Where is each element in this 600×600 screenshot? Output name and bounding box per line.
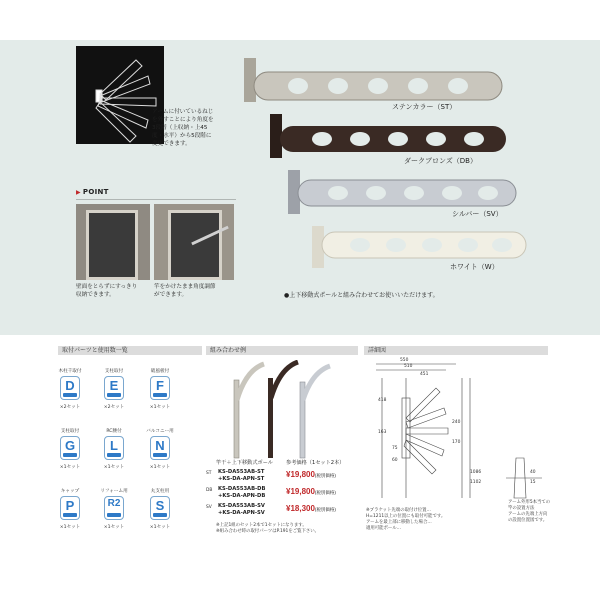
- price-value: ¥18,300: [286, 504, 315, 513]
- combo-color-code: SV: [206, 505, 212, 510]
- combo-pole-model: +KS-DA-APN-SV: [218, 510, 265, 516]
- part-label: 支柱取付: [60, 429, 80, 434]
- dimension-label: 60: [392, 458, 398, 463]
- part-bar: [63, 453, 77, 457]
- part-letter: R2: [107, 498, 121, 509]
- dimension-label: 451: [420, 372, 429, 377]
- dimension-label: 170: [452, 440, 461, 445]
- part-count: ×1セット: [149, 465, 171, 470]
- color-label-db: ダークブロンズ（DB）: [404, 157, 477, 165]
- dimension-label: 40: [530, 470, 536, 475]
- part-s-icon: [150, 496, 170, 520]
- part-count: ×1セット: [103, 465, 125, 470]
- part-count: ×1セット: [59, 525, 81, 530]
- pole-sv: [300, 366, 330, 458]
- angle-photo: [76, 46, 164, 144]
- combo-heading: 組み合わせ例: [206, 346, 358, 355]
- point-caption-left: 壁面をとらずにすっきり 収納できます。: [76, 284, 138, 298]
- dimension-label: 510: [404, 364, 413, 369]
- combo-pole-model: +KS-DA-APN-DB: [218, 493, 266, 499]
- pole-st: [234, 364, 264, 458]
- price-tax-note: (税別価格): [314, 473, 336, 478]
- triangle-icon: ▶: [76, 189, 81, 196]
- part-bar: [63, 393, 77, 397]
- combo-note: ※上記1組のセット2本で1セットになります。 ※組み合わせ時の取付パーツはP.191をご覧下さい。: [216, 523, 320, 534]
- color-label-sv: シルバー（SV）: [452, 210, 503, 218]
- combination-note: ●上下移動式ポールと組み合わせてお使いいただけます。: [284, 292, 439, 299]
- point-heading: ▶ POINT: [76, 188, 109, 196]
- part-bar: [153, 513, 167, 517]
- part-l-icon: [104, 436, 124, 460]
- part-label: 丸支柱用: [150, 489, 170, 494]
- price-value: ¥19,800: [286, 470, 315, 479]
- part-label: 木柱千取付: [58, 369, 82, 374]
- detail-heading: 詳細図: [364, 346, 548, 355]
- dimension-label: 418: [378, 398, 387, 403]
- part-label: 支柱取付: [104, 369, 124, 374]
- part-g-icon: [60, 436, 80, 460]
- part-label: リフォーム用: [100, 489, 128, 494]
- combo-illustration: [224, 360, 334, 460]
- combo-color-code: ST: [206, 471, 212, 476]
- part-bar: [63, 513, 77, 517]
- pole-db: [268, 362, 298, 458]
- parts-heading: 取付パーツと使用数一覧: [58, 346, 202, 355]
- combo-price: [286, 504, 336, 513]
- part-letter: G: [64, 438, 76, 453]
- part-letter: D: [65, 378, 75, 393]
- point-caption-right: 竿をかけたまま角度調節 ができます。: [154, 284, 216, 298]
- combo-model: KS-DA553AB-DB: [218, 486, 266, 492]
- combo-price: [286, 470, 336, 479]
- part-n-icon: [150, 436, 170, 460]
- angle-caption: アームに付いているねじ を外すことにより角度を 3段階（上収納・上45 度・水平）から5段階に 変更できます。: [152, 109, 214, 147]
- part-letter: L: [110, 438, 118, 453]
- part-count: ×1セット: [59, 465, 81, 470]
- point-photo-right: [154, 204, 234, 280]
- combo-model: KS-DA553AB-ST: [218, 469, 265, 475]
- color-label-st: ステンカラー（ST）: [392, 103, 457, 111]
- arms-illustration: [230, 50, 530, 275]
- part-d-icon: [60, 376, 80, 400]
- part-label: キャップ: [60, 489, 80, 494]
- part-f-icon: [150, 376, 170, 400]
- part-count: ×2セット: [59, 405, 81, 410]
- combo-color-code: DB: [206, 488, 213, 493]
- part-label: RC腰付: [106, 429, 122, 434]
- part-letter: S: [155, 498, 165, 513]
- arm-db: [270, 114, 506, 158]
- combo-price: [286, 487, 336, 496]
- part-label: バルコニー用: [146, 429, 174, 434]
- part-count: ×1セット: [149, 525, 171, 530]
- combo-model: KS-DA553AB-SV: [218, 503, 265, 509]
- part-letter: E: [109, 378, 119, 393]
- part-bar: [107, 453, 121, 457]
- dimension-label: 163: [378, 430, 387, 435]
- combo-col2: 参考価格（1セット2本）: [286, 460, 345, 466]
- price-value: ¥19,800: [286, 487, 315, 496]
- dimension-label: 240: [452, 420, 461, 425]
- part-e-icon: [104, 376, 124, 400]
- part-letter: F: [156, 378, 164, 393]
- point-photo-left: [76, 204, 150, 280]
- part-r2-icon: [104, 496, 124, 520]
- part-count: ×2セット: [103, 405, 125, 410]
- part-bar: [153, 393, 167, 397]
- part-p-icon: [60, 496, 80, 520]
- color-label-w: ホワイト（W）: [450, 263, 499, 271]
- angle-adjust-illustration: [76, 46, 164, 144]
- detail-drawing: [366, 358, 546, 508]
- arm-st: [244, 58, 502, 102]
- dimension-label: 1086: [470, 470, 482, 475]
- point-divider: [76, 199, 236, 200]
- combo-pole-model: +KS-DA-APN-ST: [218, 476, 265, 482]
- part-count: ×1セット: [149, 405, 171, 410]
- price-tax-note: (税別価格): [314, 507, 336, 512]
- dimension-label: 550: [400, 358, 409, 363]
- part-label: 破風板付: [150, 369, 170, 374]
- detail-side-note: アーム外形5本当ての 竿の設置方法 アームの先端上方向 の設置位置図です。: [508, 500, 551, 523]
- part-letter: P: [65, 498, 75, 513]
- dimension-label: 1102: [470, 480, 482, 485]
- dimension-label: 75: [392, 446, 398, 451]
- detail-note: ※ブラケット先端の取付け位置… H=1211以上の位置にも取付可能です。 アームを最上部に移動した場合… 適用可能ポール…: [366, 508, 446, 531]
- price-tax-note: (税別価格): [314, 490, 336, 495]
- part-bar: [153, 453, 167, 457]
- dimension-label: 15: [530, 480, 536, 485]
- part-letter: N: [155, 438, 165, 453]
- part-bar: [107, 513, 121, 517]
- arm-sv: [288, 170, 516, 214]
- combo-col1: 竿干＋上下移動式ポール: [216, 460, 273, 466]
- part-count: ×1セット: [103, 525, 125, 530]
- part-bar: [107, 393, 121, 397]
